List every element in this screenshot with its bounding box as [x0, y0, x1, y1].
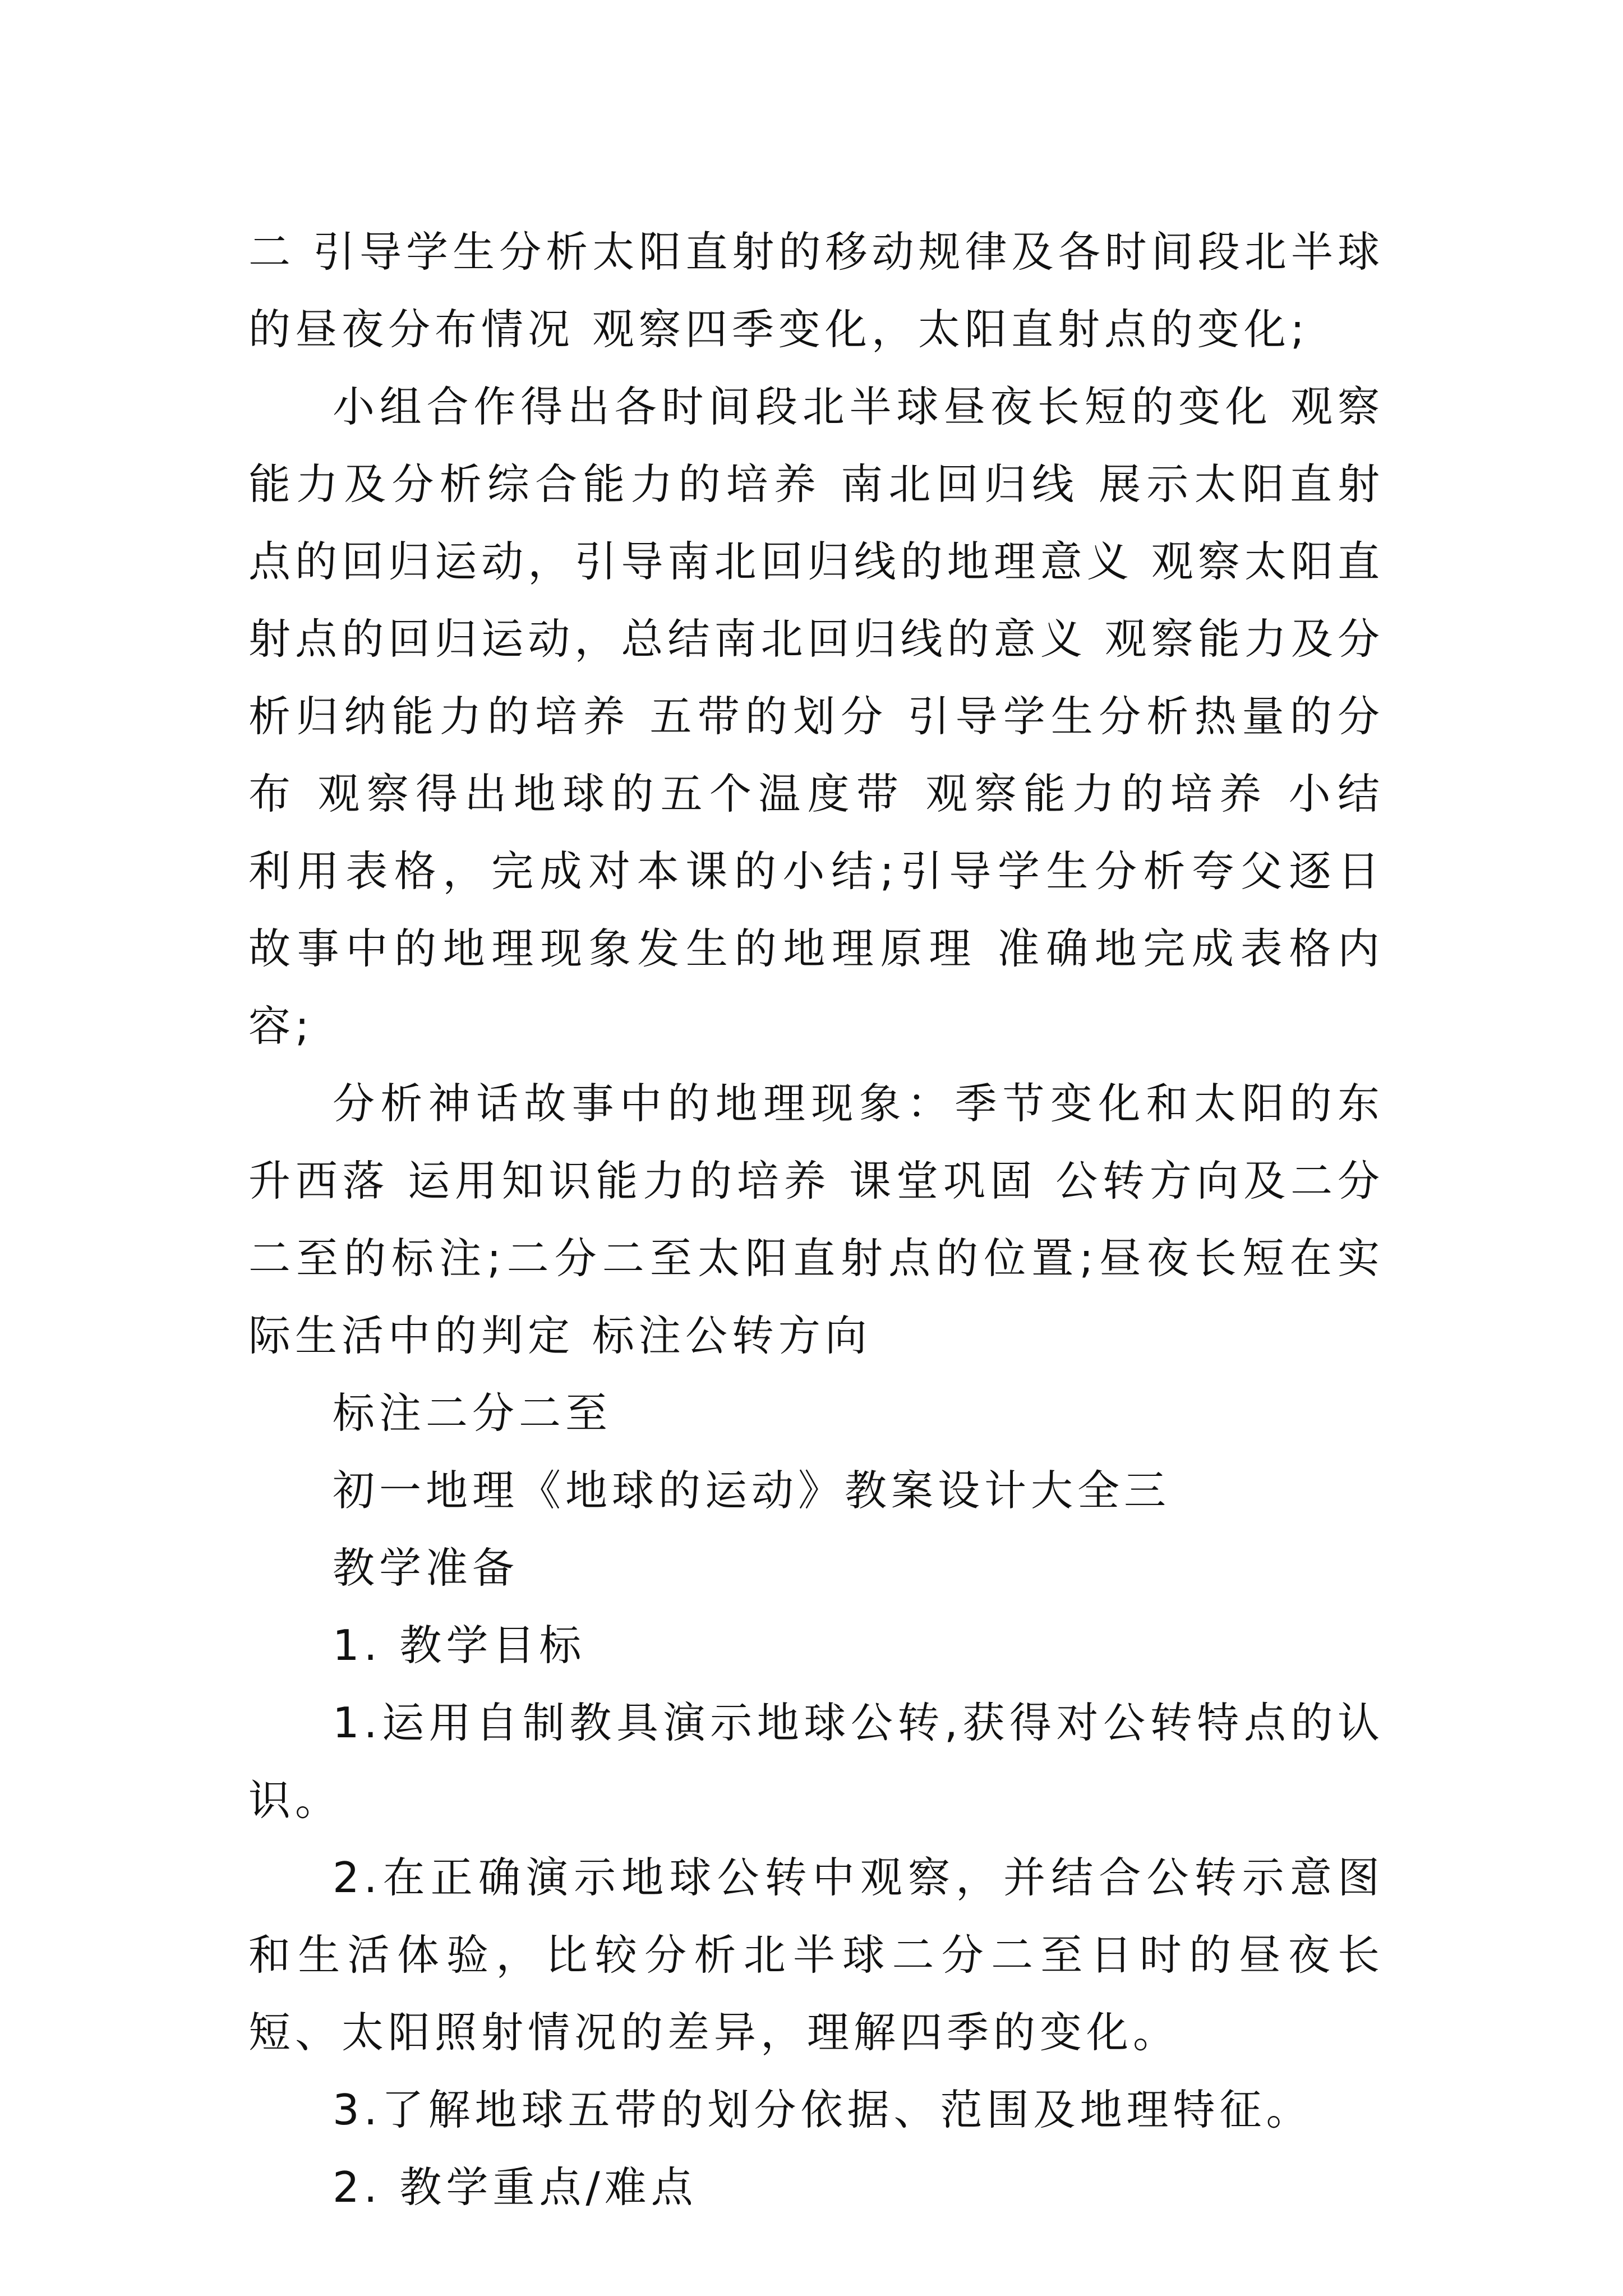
paragraph-mark-solstices: 标注二分二至	[333, 1388, 612, 1438]
goal-item-3: 3.了解地球五带的划分依据、范围及地理特征。	[333, 2085, 1313, 2134]
document-page	[248, 213, 1384, 2226]
heading-teaching-preparation: 教学准备	[333, 1543, 519, 1593]
goal-item-2: 2.在正确演示地球公转中观察，并结合公转示意图和生活体验，比较分析北半球二分二至日时的昼夜长短、太阳照射情况的差异，理解四季的变化。	[248, 1853, 1384, 2057]
paragraph-group-work: 小组合作得出各时间段北半球昼夜长短的变化 观察能力及分析综合能力的培养 南北回归线 展示太阳直射点的回归运动，引导南北回归线的地理意义 观察太阳直射点的回归运动，总结南北回归线的意义 观察能力及分析归纳能力的培养 五带的划分 引导学生分析热量的分布 观察得出地球的五个温度带 观察能力的培养 小结 利用表格，完成对本课的小结;引导学生分析夸父逐日故事中的地理现象发生的地理原理 准确地完成表格内容;	[248, 382, 1384, 1051]
heading-key-points: 2. 教学重点/难点	[333, 2162, 698, 2212]
section-title: 初一地理《地球的运动》教案设计大全三	[333, 1466, 1171, 1515]
paragraph-guide-analysis: 二 引导学生分析太阳直射的移动规律及各时间段北半球的昼夜分布情况 观察四季变化，太阳直射点的变化;	[248, 227, 1384, 354]
paragraph-myth-analysis: 分析神话故事中的地理现象：季节变化和太阳的东升西落 运用知识能力的培养 课堂巩固 公转方向及二分二至的标注;二分二至太阳直射点的位置;昼夜长短在实际生活中的判定 标注公转方向	[248, 1079, 1384, 1360]
goal-item-1: 1.运用自制教具演示地球公转,获得对公转特点的认识。	[248, 1698, 1384, 1825]
heading-teaching-goals: 1. 教学目标	[333, 1621, 586, 1670]
